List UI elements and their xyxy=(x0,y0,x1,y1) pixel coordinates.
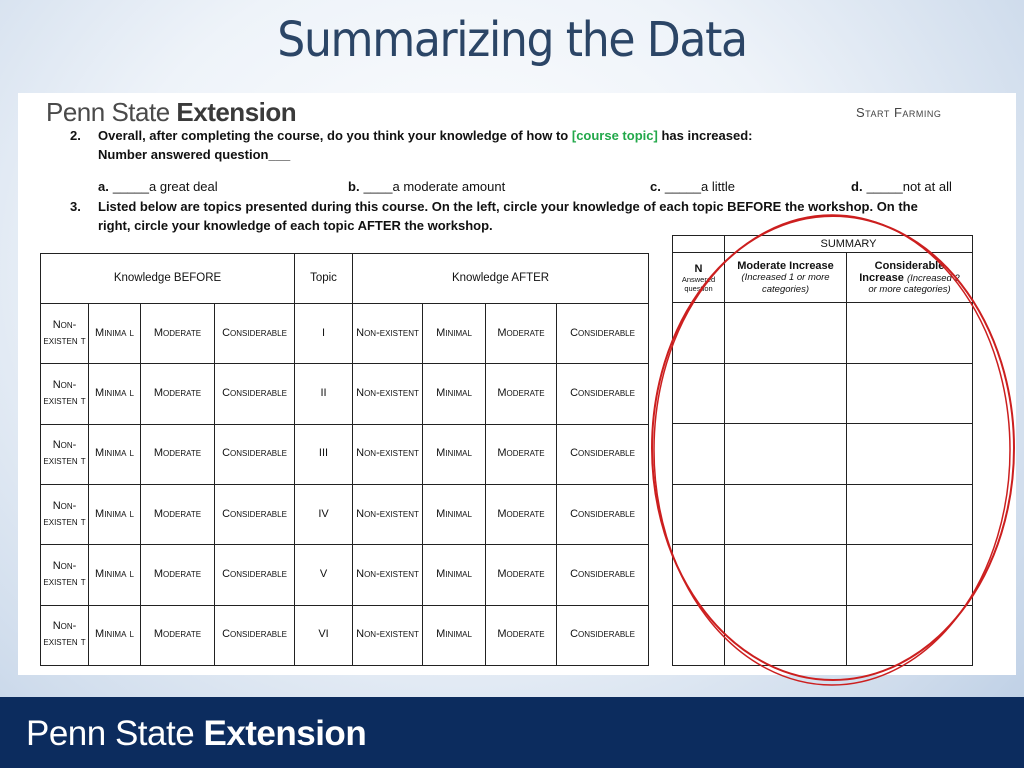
header-topic: Topic xyxy=(295,254,353,304)
question-3 xyxy=(70,199,980,239)
before-level-cell: Minima l xyxy=(89,545,141,605)
summary-col-n: N Answered question xyxy=(673,253,725,303)
q2-text-after: has increased: xyxy=(661,128,753,143)
q2-option-d: d. _____not at all xyxy=(851,179,952,194)
knowledge-row xyxy=(41,364,649,424)
before-level-cell: Considerable xyxy=(215,605,295,665)
topic-cell: VI xyxy=(295,605,353,665)
question-2 xyxy=(70,128,970,168)
survey-document xyxy=(18,93,1016,675)
before-level-cell: Moderate xyxy=(141,605,215,665)
summary-row xyxy=(673,363,973,424)
after-level-cell: Non-existent xyxy=(353,605,423,665)
summary-col-moderate: Moderate Increase (Increased 1 or more categories) xyxy=(725,253,847,303)
summary-cell xyxy=(725,363,847,424)
after-level-cell: Considerable xyxy=(557,605,649,665)
after-level-cell: Minimal xyxy=(423,545,486,605)
before-level-cell: Minima l xyxy=(89,605,141,665)
before-level-cell: Non-existen t xyxy=(41,545,89,605)
after-level-cell: Moderate xyxy=(486,545,557,605)
after-level-cell: Moderate xyxy=(486,304,557,364)
before-level-cell: Moderate xyxy=(141,304,215,364)
before-level-cell: Minima l xyxy=(89,364,141,424)
summary-cell xyxy=(847,363,973,424)
start-farming-label: Start Farming xyxy=(856,105,942,120)
after-level-cell: Considerable xyxy=(557,364,649,424)
before-level-cell: Moderate xyxy=(141,364,215,424)
q3-number: 3. xyxy=(70,199,81,214)
summary-cell xyxy=(725,484,847,545)
q2-line2: Number answered question___ xyxy=(98,147,291,162)
q2-text-before: Overall, after completing the course, do you think your knowledge of how to xyxy=(98,128,569,143)
topic-cell: IV xyxy=(295,484,353,544)
summary-cell xyxy=(673,424,725,485)
after-level-cell: Minimal xyxy=(423,304,486,364)
summary-cell xyxy=(847,545,973,606)
summary-row xyxy=(673,545,973,606)
knowledge-table xyxy=(40,253,649,666)
summary-cell xyxy=(725,303,847,364)
before-level-cell: Considerable xyxy=(215,545,295,605)
before-level-cell: Moderate xyxy=(141,484,215,544)
summary-row xyxy=(673,303,973,364)
before-level-cell: Considerable xyxy=(215,304,295,364)
after-level-cell: Minimal xyxy=(423,484,486,544)
q2-number: 2. xyxy=(70,128,81,143)
doc-brand-light: Penn State xyxy=(46,97,170,127)
summary-col-considerable: Considerable Increase (Increased 2 or more categories) xyxy=(847,253,973,303)
knowledge-row xyxy=(41,545,649,605)
q2-option-c: c. _____a little xyxy=(650,179,735,194)
before-level-cell: Minima l xyxy=(89,484,141,544)
before-level-cell: Moderate xyxy=(141,424,215,484)
q2-option-b: b. ____a moderate amount xyxy=(348,179,506,194)
q3-line2: right, circle your knowledge of each topic AFTER the workshop. xyxy=(98,218,493,233)
footer-brand-light: Penn State xyxy=(26,714,195,753)
after-level-cell: Moderate xyxy=(486,605,557,665)
after-level-cell: Minimal xyxy=(423,424,486,484)
after-level-cell: Non-existent xyxy=(353,545,423,605)
summary-cell xyxy=(847,424,973,485)
summary-cell xyxy=(725,424,847,485)
summary-table xyxy=(672,235,973,666)
before-level-cell: Non-existen t xyxy=(41,304,89,364)
summary-cell xyxy=(847,303,973,364)
before-level-cell: Considerable xyxy=(215,364,295,424)
header-knowledge-after: Knowledge AFTER xyxy=(353,254,649,304)
after-level-cell: Minimal xyxy=(423,364,486,424)
footer-brand-logo xyxy=(26,714,366,754)
q2-option-a: a. _____a great deal xyxy=(98,179,218,194)
summary-cell xyxy=(725,545,847,606)
summary-cell xyxy=(673,545,725,606)
after-level-cell: Moderate xyxy=(486,364,557,424)
after-level-cell: Non-existent xyxy=(353,424,423,484)
after-level-cell: Minimal xyxy=(423,605,486,665)
topic-cell: V xyxy=(295,545,353,605)
after-level-cell: Moderate xyxy=(486,484,557,544)
topic-cell: II xyxy=(295,364,353,424)
summary-cell xyxy=(673,363,725,424)
after-level-cell: Non-existent xyxy=(353,484,423,544)
summary-row xyxy=(673,605,973,666)
footer-bar xyxy=(0,697,1024,768)
before-level-cell: Considerable xyxy=(215,424,295,484)
q3-line1: Listed below are topics presented during this course. On the left, circle your knowledge of each topic BEFORE the workshop. On the xyxy=(98,199,918,214)
knowledge-row xyxy=(41,304,649,364)
summary-row xyxy=(673,424,973,485)
slide-title: Summarizing the Data xyxy=(277,12,747,68)
after-level-cell: Considerable xyxy=(557,545,649,605)
q2-course-topic: [course topic] xyxy=(571,128,658,143)
summary-row xyxy=(673,484,973,545)
before-level-cell: Non-existen t xyxy=(41,605,89,665)
after-level-cell: Considerable xyxy=(557,304,649,364)
document-brand-logo xyxy=(46,97,296,128)
summary-cell xyxy=(725,605,847,666)
header-knowledge-before: Knowledge BEFORE xyxy=(41,254,295,304)
topic-cell: III xyxy=(295,424,353,484)
after-level-cell: Non-existent xyxy=(353,364,423,424)
doc-brand-bold: Extension xyxy=(176,97,297,127)
before-level-cell: Non-existen t xyxy=(41,484,89,544)
before-level-cell: Non-existen t xyxy=(41,424,89,484)
knowledge-row xyxy=(41,605,649,665)
summary-title: SUMMARY xyxy=(725,236,973,253)
before-level-cell: Non-existen t xyxy=(41,364,89,424)
footer-brand-bold: Extension xyxy=(203,714,367,753)
knowledge-row xyxy=(41,484,649,544)
knowledge-row xyxy=(41,424,649,484)
summary-cell xyxy=(673,605,725,666)
before-level-cell: Minima l xyxy=(89,304,141,364)
summary-cell xyxy=(673,484,725,545)
summary-cell xyxy=(847,605,973,666)
after-level-cell: Moderate xyxy=(486,424,557,484)
before-level-cell: Minima l xyxy=(89,424,141,484)
after-level-cell: Considerable xyxy=(557,424,649,484)
summary-cell xyxy=(847,484,973,545)
before-level-cell: Considerable xyxy=(215,484,295,544)
summary-cell xyxy=(673,303,725,364)
after-level-cell: Non-existent xyxy=(353,304,423,364)
before-level-cell: Moderate xyxy=(141,545,215,605)
after-level-cell: Considerable xyxy=(557,484,649,544)
topic-cell: I xyxy=(295,304,353,364)
